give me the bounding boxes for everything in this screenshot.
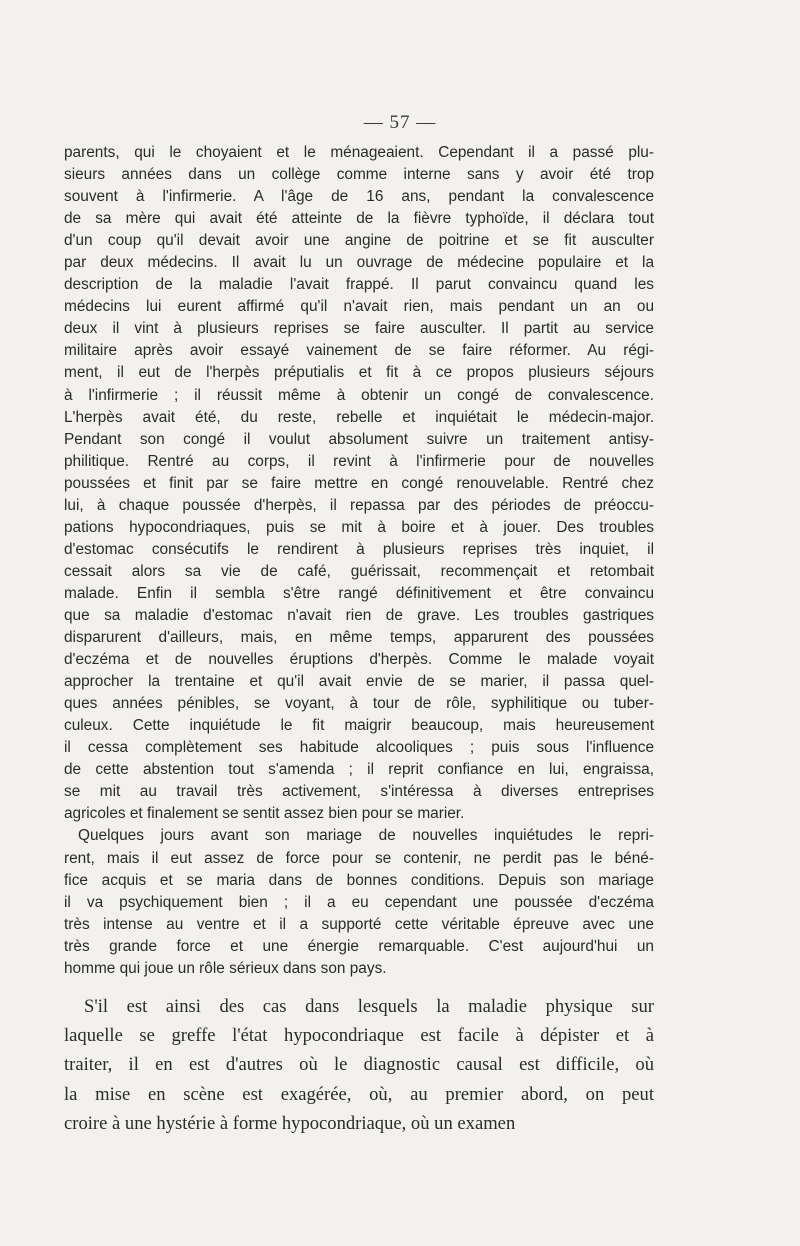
text-line: deux il vint à plusieurs reprises se faire ausculter. Il partit au service [64,320,654,338]
text-line: agricoles et finalement se sentit assez bien pour se marier. [64,805,465,823]
paragraph-diagnosis-discussion [64,992,654,1138]
text-line: médecins lui eurent affirmé qu'il n'avait rien, mais pendant un an ou [64,298,654,316]
text-line: il va psychiquement bien ; il a eu cependant une poussée d'eczéma [64,893,654,911]
text-line: se mit au travail très activement, s'intéressa à diverses entreprises [64,783,654,801]
text-line: poussées et finit par se faire mettre en congé renouvelable. Rentré chez [64,474,654,492]
text-line: croire à une hystérie à forme hypocondriaque, où un examen [64,1112,516,1134]
text-line: malade. Enfin il sembla s'être rangé définitivement et être convaincu [64,584,654,602]
text-line: la mise en scène est exagérée, où, au premier abord, on peut [64,1083,654,1105]
text-line: L'herpès avait été, du reste, rebelle et inquiétait le médecin-major. [64,408,654,426]
text-line: sieurs années dans un collège comme interne sans y avoir été trop [64,166,654,184]
text-line: très intense au ventre et il a supporté cette véritable épreuve avec une [64,915,654,933]
text-line: d'eczéma et de nouvelles éruptions d'herpès. Comme le malade voyait [64,651,654,669]
paragraph-marriage-outcome [64,825,654,979]
paragraph-case-history [64,142,654,825]
text-line: parents, qui le choyaient et le ménageaient. Cependant il a passé plu- [64,144,654,161]
text-line: cessait alors sa vie de café, guérissait, recommençait et retombait [64,562,654,580]
text-line: ment, il eut de l'herpès préputialis et fit à ce propos plusieurs séjours [64,364,654,382]
text-line: Pendant son congé il voulut absolument suivre un traitement antisy- [64,430,654,448]
text-line: à l'infirmerie ; il réussit même à obtenir un congé de convalescence. [64,386,654,404]
text-line: de cette abstention tout s'amenda ; il reprit confiance en lui, engraissa, [64,761,654,779]
text-line: laquelle se greffe l'état hypocondriaque est facile à dépister et à [64,1025,654,1047]
text-line: fice acquis et se maria dans de bonnes conditions. Depuis son mariage [64,871,654,889]
page-number: — 57 — [363,112,437,133]
text-line: d'estomac consécutifs le rendirent à plusieurs reprises très inquiet, il [64,540,654,558]
text-line: traiter, il en est d'autres où le diagnostic causal est difficile, où [64,1054,654,1076]
case-report-text [64,142,654,980]
text-line: homme qui joue un rôle sérieux dans son pays. [64,959,387,977]
text-line: lui, à chaque poussée d'herpès, il repassa par des périodes de préoccu- [64,496,654,514]
text-line: très grande force et une énergie remarquable. C'est aujourd'hui un [64,937,654,955]
text-line: rent, mais il eut assez de force pour se contenir, ne perdit pas le béné- [64,849,654,867]
text-line: description de la maladie l'avait frappé. Il parut convaincu quand les [64,276,654,294]
text-line: il cessa complètement ses habitude alcooliques ; puis sous l'influence [64,739,654,757]
text-line: culeux. Cette inquiétude le fit maigrir beaucoup, mais heureusement [64,717,654,735]
text-line: approcher la trentaine et qu'il avait envie de se marier, il passa quel- [64,673,654,691]
text-line: S'il est ainsi des cas dans lesquels la maladie physique sur [84,996,654,1017]
text-line: pations hypocondriaques, puis se mit à boire et à jouer. Des troubles [64,518,654,536]
text-line: que sa maladie d'estomac n'avait rien de grave. Les troubles gastriques [64,606,654,624]
text-line: militaire après avoir essayé vainement de se faire réformer. Au régi- [64,342,654,360]
text-line: disparurent d'ailleurs, mais, en même temps, apparurent des poussées [64,629,654,647]
text-line: philitique. Rentré au corps, il revint à l'infirmerie pour de nouvelles [64,452,654,470]
main-body-text [64,992,654,1138]
text-line: par deux médecins. Il avait lu un ouvrage de médecine populaire et la [64,254,654,272]
text-line: Quelques jours avant son mariage de nouvelles inquiétudes le repri- [78,827,654,845]
text-line: souvent à l'infirmerie. A l'âge de 16 ans, pendant la convalescence [64,188,654,206]
text-line: d'un coup qu'il devait avoir une angine de poitrine et se fit ausculter [64,232,654,250]
text-line: ques années pénibles, se voyant, à tour de rôle, syphilitique ou tuber- [64,695,654,713]
text-line: de sa mère qui avait été atteinte de la fièvre typhoïde, il déclara tout [64,210,654,228]
